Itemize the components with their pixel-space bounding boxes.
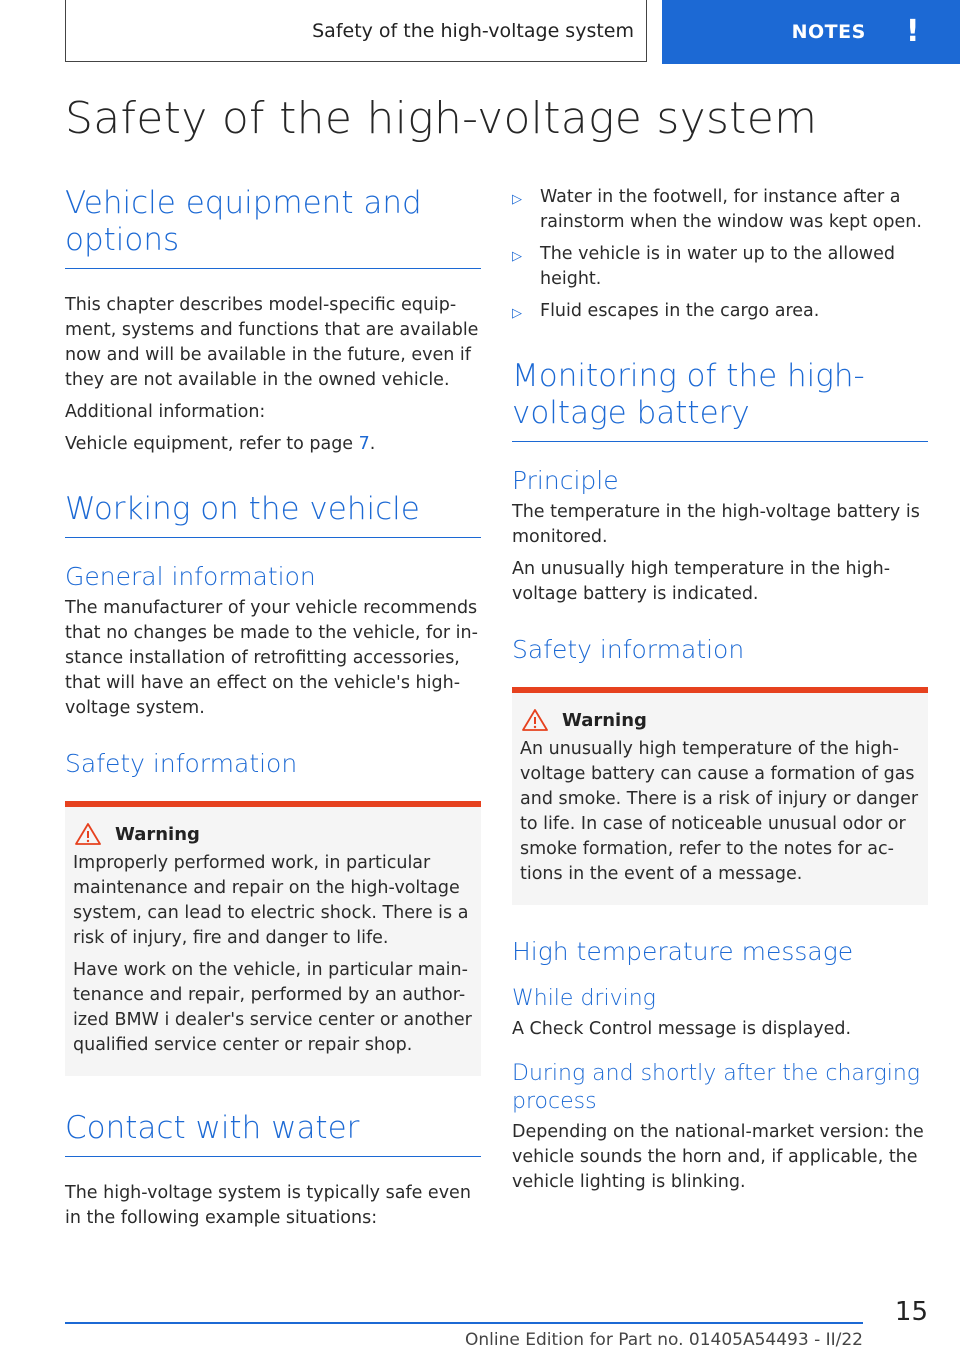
reference-text: Vehicle equipment, refer to page bbox=[65, 434, 359, 454]
warning-box bbox=[65, 801, 481, 1076]
list-item-text: The vehicle is in water up to the allowed height. bbox=[540, 244, 895, 289]
warning-header bbox=[73, 823, 473, 845]
paragraph-page-reference bbox=[65, 432, 481, 457]
right-column bbox=[512, 185, 928, 1202]
arrow-bullet-icon: ▷ bbox=[512, 249, 522, 264]
warning-text: Have work on the vehicle, in particular main-tenance and repair, performed by an author-ized BMW i dealer's service center or another qualified service center or repair shop. bbox=[73, 960, 472, 1055]
page-link[interactable]: 7 bbox=[358, 434, 370, 454]
list-item bbox=[512, 242, 928, 292]
paragraph: A Check Control message is displayed. bbox=[512, 1019, 852, 1039]
running-header-title: Safety of the high-voltage system bbox=[312, 19, 634, 42]
heading-monitoring-battery: Monitoring of the high-voltage battery bbox=[512, 358, 928, 442]
heading-vehicle-equipment: Vehicle equipment and options bbox=[65, 185, 481, 269]
warning-triangle-icon bbox=[75, 823, 101, 845]
warning-text: Improperly performed work, in particular maintenance and repair on the high-voltage system, can lead to electric shock. There is a risk of injury, fire and danger to life. bbox=[73, 853, 469, 948]
notes-tab[interactable] bbox=[662, 0, 960, 64]
exclamation-icon: ! bbox=[905, 14, 920, 49]
heading-working-on-vehicle: Working on the vehicle bbox=[65, 491, 481, 538]
warning-label: Warning bbox=[115, 823, 200, 845]
paragraph: Additional information: bbox=[65, 402, 266, 422]
list-item bbox=[512, 299, 928, 326]
reference-suffix: . bbox=[369, 434, 376, 454]
warning-triangle-icon bbox=[522, 709, 548, 731]
list-item bbox=[512, 185, 928, 235]
running-header bbox=[65, 0, 647, 62]
warning-text: An unusually high temperature of the high-voltage battery can cause a formation of gas and smoke. There is a risk of injury or danger to life. In case of noticeable unusual odor or smoke formation, refer to the notes for ac-tions in the event of a message. bbox=[520, 739, 919, 884]
list-item-text: Fluid escapes in the cargo area. bbox=[540, 301, 820, 321]
left-column bbox=[65, 185, 481, 1238]
paragraph: An unusually high temperature in the high-voltage battery is indicated. bbox=[512, 559, 891, 604]
footer-divider bbox=[65, 1322, 863, 1324]
heading-contact-with-water: Contact with water bbox=[65, 1110, 481, 1157]
arrow-bullet-icon: ▷ bbox=[512, 306, 522, 321]
paragraph: Depending on the national-market version: the vehicle sounds the horn and, if applicable, the vehicle lighting is blinking. bbox=[512, 1122, 924, 1192]
heading-general-information: General information bbox=[65, 562, 316, 591]
list-item-text: Water in the footwell, for instance after a rainstorm when the window was kept open. bbox=[540, 187, 922, 232]
paragraph: The manufacturer of your vehicle recommends that no changes be made to the vehicle, for in-stance installation of retrofitting accessories, that will have an effect on the vehicle's high-voltage system. bbox=[65, 598, 478, 718]
heading-high-temperature-message: High temperature message bbox=[512, 937, 854, 966]
warning-header bbox=[520, 709, 920, 731]
notes-tab-label: NOTES bbox=[791, 21, 866, 43]
page-title: Safety of the high-voltage system bbox=[65, 93, 818, 144]
heading-while-driving: While driving bbox=[512, 986, 656, 1011]
paragraph: This chapter describes model-specific equip-ment, systems and functions that are available now and will be available in the future, even if they are not available in the owned vehicle. bbox=[65, 295, 479, 390]
paragraph: The high-voltage system is typically safe even in the following example situations: bbox=[65, 1183, 471, 1228]
heading-principle: Principle bbox=[512, 466, 619, 495]
heading-safety-information: Safety information bbox=[512, 635, 745, 664]
heading-during-charging: During and shortly after the charging process bbox=[512, 1061, 920, 1114]
arrow-bullet-icon: ▷ bbox=[512, 192, 522, 207]
heading-safety-information: Safety information bbox=[65, 749, 298, 778]
paragraph: The temperature in the high-voltage battery is monitored. bbox=[512, 502, 920, 547]
warning-box bbox=[512, 687, 928, 905]
page-number: 15 bbox=[894, 1297, 928, 1327]
footer-edition: Online Edition for Part no. 01405A54493 - II/22 bbox=[464, 1330, 863, 1350]
warning-label: Warning bbox=[562, 709, 647, 731]
